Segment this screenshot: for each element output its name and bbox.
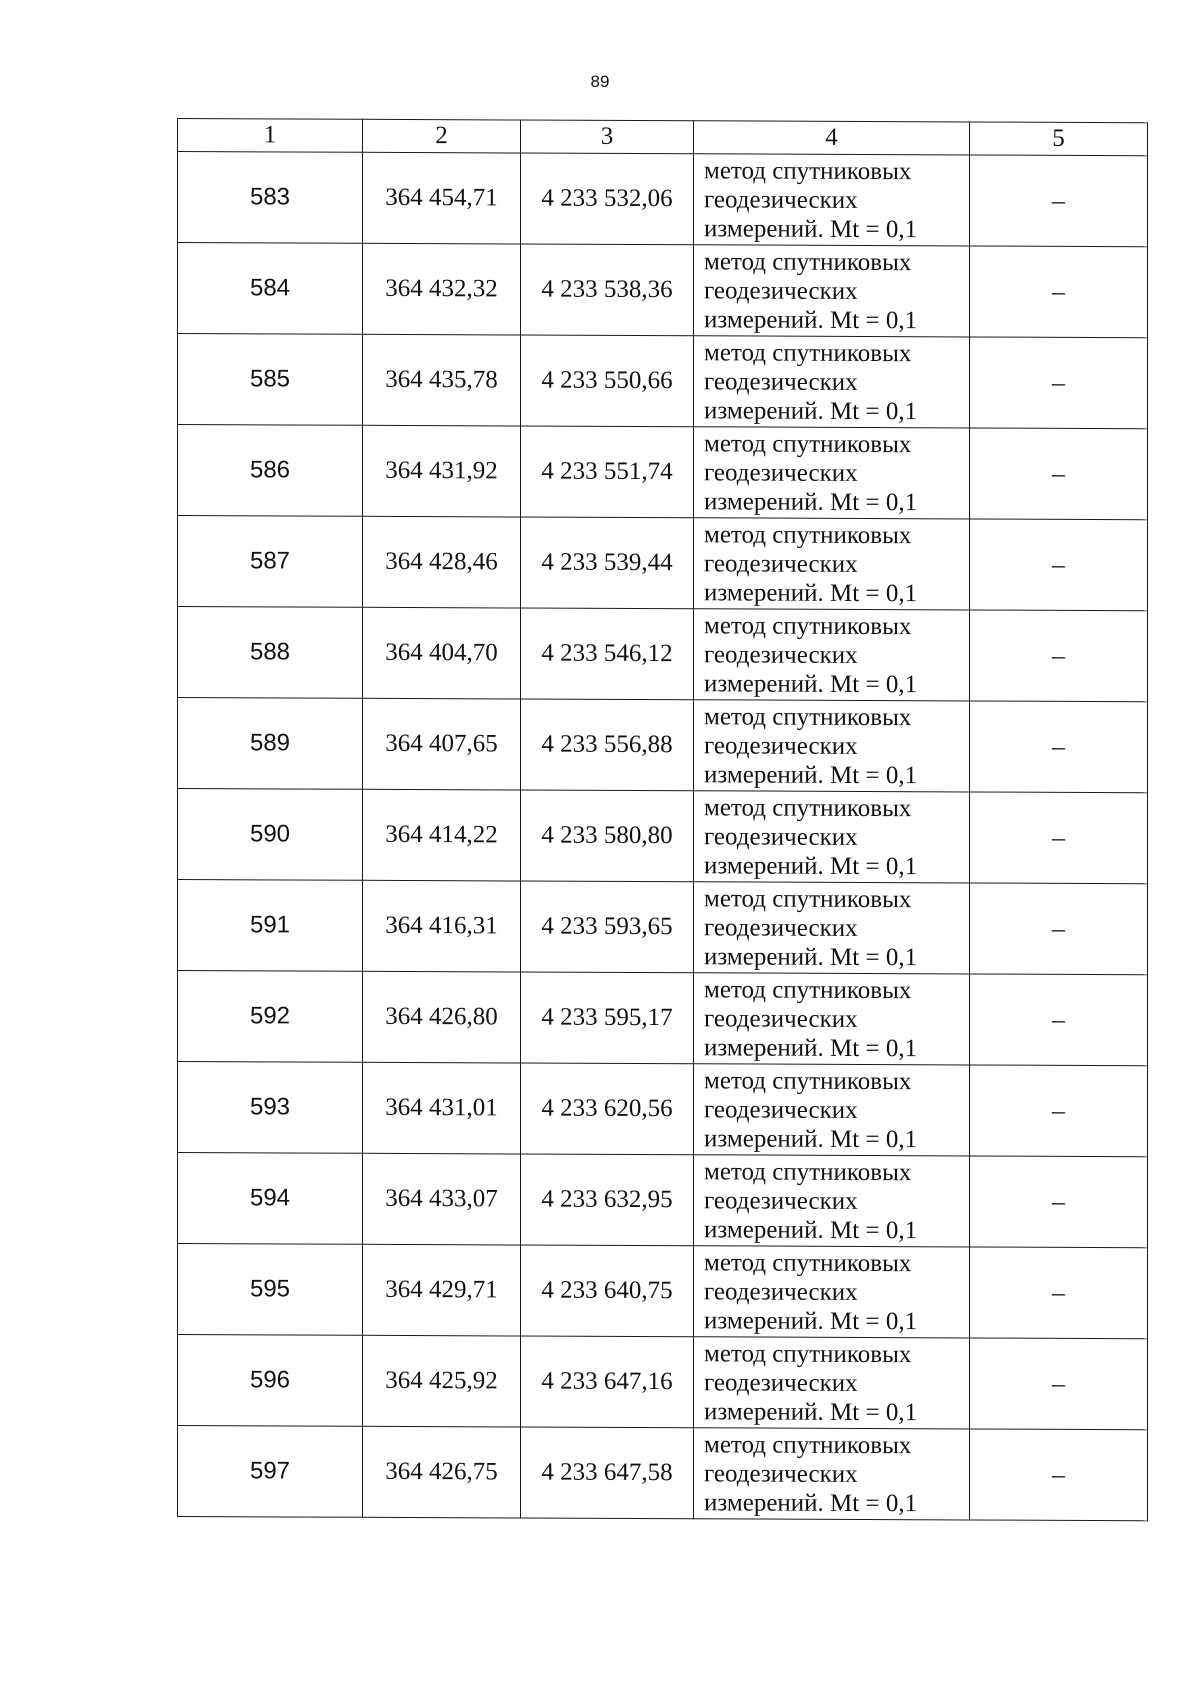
point-number-cell: 597: [178, 1426, 363, 1518]
method-line: метод спутниковых: [704, 1066, 912, 1095]
method-line: измерений. Mt = 0,1: [704, 851, 918, 880]
method-line: метод спутниковых: [704, 793, 912, 822]
table-row: [178, 1426, 1148, 1521]
note-cell: –: [970, 519, 1148, 611]
method-line: метод спутниковых: [704, 1339, 912, 1368]
y-coordinate-cell: 4 233 580,80: [521, 790, 694, 882]
x-coordinate-cell: 364 426,80: [363, 971, 521, 1063]
method-line: измерений. Mt = 0,1: [704, 1306, 918, 1335]
method-line: метод спутниковых: [704, 429, 912, 458]
note-cell: –: [970, 1156, 1148, 1248]
x-coordinate-cell: 364 433,07: [363, 1153, 521, 1245]
point-number-cell: 589: [178, 698, 363, 790]
method-line: измерений. Mt = 0,1: [704, 1488, 918, 1517]
method-cell: [694, 154, 970, 246]
method-line: метод спутниковых: [704, 338, 912, 367]
note-cell: –: [970, 337, 1148, 429]
method-line: измерений. Mt = 0,1: [704, 1397, 918, 1426]
column-header: 5: [970, 122, 1148, 156]
method-line: геодезических: [704, 276, 858, 305]
method-line: измерений. Mt = 0,1: [704, 760, 918, 789]
method-line: геодезических: [704, 367, 858, 396]
x-coordinate-cell: 364 431,01: [363, 1062, 521, 1154]
y-coordinate-cell: 4 233 647,58: [521, 1427, 694, 1519]
method-cell: [694, 245, 970, 337]
table-row: [178, 880, 1148, 975]
method-line: геодезических: [704, 1186, 858, 1215]
header-row: [178, 119, 1148, 156]
y-coordinate-cell: 4 233 551,74: [521, 426, 694, 518]
method-cell: [694, 1155, 970, 1247]
note-cell: –: [970, 246, 1148, 338]
y-coordinate-cell: 4 233 620,56: [521, 1063, 694, 1155]
y-coordinate-cell: 4 233 532,06: [521, 153, 694, 245]
method-line: геодезических: [704, 1095, 858, 1124]
x-coordinate-cell: 364 426,75: [363, 1426, 521, 1518]
note-cell: –: [970, 1429, 1148, 1521]
method-line: геодезических: [704, 1277, 858, 1306]
method-line: геодезических: [704, 913, 858, 942]
y-coordinate-cell: 4 233 539,44: [521, 517, 694, 609]
method-cell: [694, 1428, 970, 1520]
table-row: [178, 698, 1148, 793]
method-cell: [694, 700, 970, 792]
table-row: [178, 789, 1148, 884]
method-line: метод спутниковых: [704, 156, 912, 185]
table-row: [178, 243, 1148, 338]
x-coordinate-cell: 364 435,78: [363, 334, 521, 426]
column-header: 1: [178, 119, 363, 153]
method-line: измерений. Mt = 0,1: [704, 305, 918, 334]
page-number: 89: [590, 72, 610, 91]
y-coordinate-cell: 4 233 593,65: [521, 881, 694, 973]
method-line: геодезических: [704, 822, 858, 851]
point-number-cell: 592: [178, 971, 363, 1063]
point-number-cell: 593: [178, 1062, 363, 1154]
method-cell: [694, 336, 970, 428]
method-line: метод спутниковых: [704, 1157, 912, 1186]
point-number-cell: 596: [178, 1335, 363, 1427]
point-number-cell: 590: [178, 789, 363, 881]
x-coordinate-cell: 364 404,70: [363, 607, 521, 699]
method-line: метод спутниковых: [704, 520, 912, 549]
point-number-cell: 595: [178, 1244, 363, 1336]
y-coordinate-cell: 4 233 538,36: [521, 244, 694, 336]
table-row: [178, 425, 1148, 520]
method-cell: [694, 609, 970, 701]
coordinates-table: [177, 118, 1148, 1521]
x-coordinate-cell: 364 429,71: [363, 1244, 521, 1336]
method-line: геодезических: [704, 1459, 858, 1488]
x-coordinate-cell: 364 407,65: [363, 698, 521, 790]
note-cell: –: [970, 1247, 1148, 1339]
note-cell: –: [970, 974, 1148, 1066]
y-coordinate-cell: 4 233 647,16: [521, 1336, 694, 1428]
column-header: 2: [363, 119, 521, 153]
point-number-cell: 584: [178, 243, 363, 335]
table-row: [178, 516, 1148, 611]
column-header: 4: [694, 121, 970, 155]
y-coordinate-cell: 4 233 546,12: [521, 608, 694, 700]
x-coordinate-cell: 364 454,71: [363, 152, 521, 244]
x-coordinate-cell: 364 431,92: [363, 425, 521, 517]
point-number-cell: 594: [178, 1153, 363, 1245]
table-row: [178, 971, 1148, 1066]
note-cell: –: [970, 428, 1148, 520]
table-row: [178, 1153, 1148, 1248]
method-line: метод спутниковых: [704, 884, 912, 913]
table-row: [178, 1244, 1148, 1339]
note-cell: –: [970, 610, 1148, 702]
y-coordinate-cell: 4 233 550,66: [521, 335, 694, 427]
method-line: геодезических: [704, 1368, 858, 1397]
point-number-cell: 585: [178, 334, 363, 426]
y-coordinate-cell: 4 233 556,88: [521, 699, 694, 791]
method-cell: [694, 518, 970, 610]
point-number-cell: 586: [178, 425, 363, 517]
point-number-cell: 588: [178, 607, 363, 699]
note-cell: –: [970, 1338, 1148, 1430]
x-coordinate-cell: 364 425,92: [363, 1335, 521, 1427]
point-number-cell: 591: [178, 880, 363, 972]
x-coordinate-cell: 364 416,31: [363, 880, 521, 972]
method-line: метод спутниковых: [704, 1248, 912, 1277]
method-cell: [694, 882, 970, 974]
table-row: [178, 334, 1148, 429]
point-number-cell: 587: [178, 516, 363, 608]
table-row: [178, 1335, 1148, 1430]
method-line: геодезических: [704, 185, 858, 214]
method-line: геодезических: [704, 1004, 858, 1033]
table-body: [178, 152, 1148, 1521]
method-line: измерений. Mt = 0,1: [704, 1124, 918, 1153]
method-line: метод спутниковых: [704, 975, 912, 1004]
method-line: геодезических: [704, 731, 858, 760]
method-cell: [694, 1064, 970, 1156]
note-cell: –: [970, 792, 1148, 884]
note-cell: –: [970, 883, 1148, 975]
y-coordinate-cell: 4 233 632,95: [521, 1154, 694, 1246]
column-header: 3: [521, 120, 694, 154]
x-coordinate-cell: 364 432,32: [363, 243, 521, 335]
method-cell: [694, 973, 970, 1065]
method-line: геодезических: [704, 549, 858, 578]
method-line: геодезических: [704, 458, 858, 487]
method-line: измерений. Mt = 0,1: [704, 487, 918, 516]
x-coordinate-cell: 364 428,46: [363, 516, 521, 608]
method-cell: [694, 1246, 970, 1338]
method-line: метод спутниковых: [704, 611, 912, 640]
x-coordinate-cell: 364 414,22: [363, 789, 521, 881]
method-line: измерений. Mt = 0,1: [704, 214, 918, 243]
note-cell: –: [970, 701, 1148, 793]
method-line: измерений. Mt = 0,1: [704, 578, 918, 607]
method-line: измерений. Mt = 0,1: [704, 942, 918, 971]
point-number-cell: 583: [178, 152, 363, 244]
method-cell: [694, 427, 970, 519]
method-line: метод спутниковых: [704, 702, 912, 731]
method-line: метод спутниковых: [704, 1430, 912, 1459]
table-row: [178, 152, 1148, 247]
method-line: геодезических: [704, 640, 858, 669]
method-line: измерений. Mt = 0,1: [704, 1033, 918, 1062]
method-line: измерений. Mt = 0,1: [704, 669, 918, 698]
table-row: [178, 607, 1148, 702]
note-cell: –: [970, 155, 1148, 247]
table-row: [178, 1062, 1148, 1157]
y-coordinate-cell: 4 233 595,17: [521, 972, 694, 1064]
note-cell: –: [970, 1065, 1148, 1157]
y-coordinate-cell: 4 233 640,75: [521, 1245, 694, 1337]
method-line: измерений. Mt = 0,1: [704, 1215, 918, 1244]
method-cell: [694, 791, 970, 883]
method-line: измерений. Mt = 0,1: [704, 396, 918, 425]
method-line: метод спутниковых: [704, 247, 912, 276]
method-cell: [694, 1337, 970, 1429]
